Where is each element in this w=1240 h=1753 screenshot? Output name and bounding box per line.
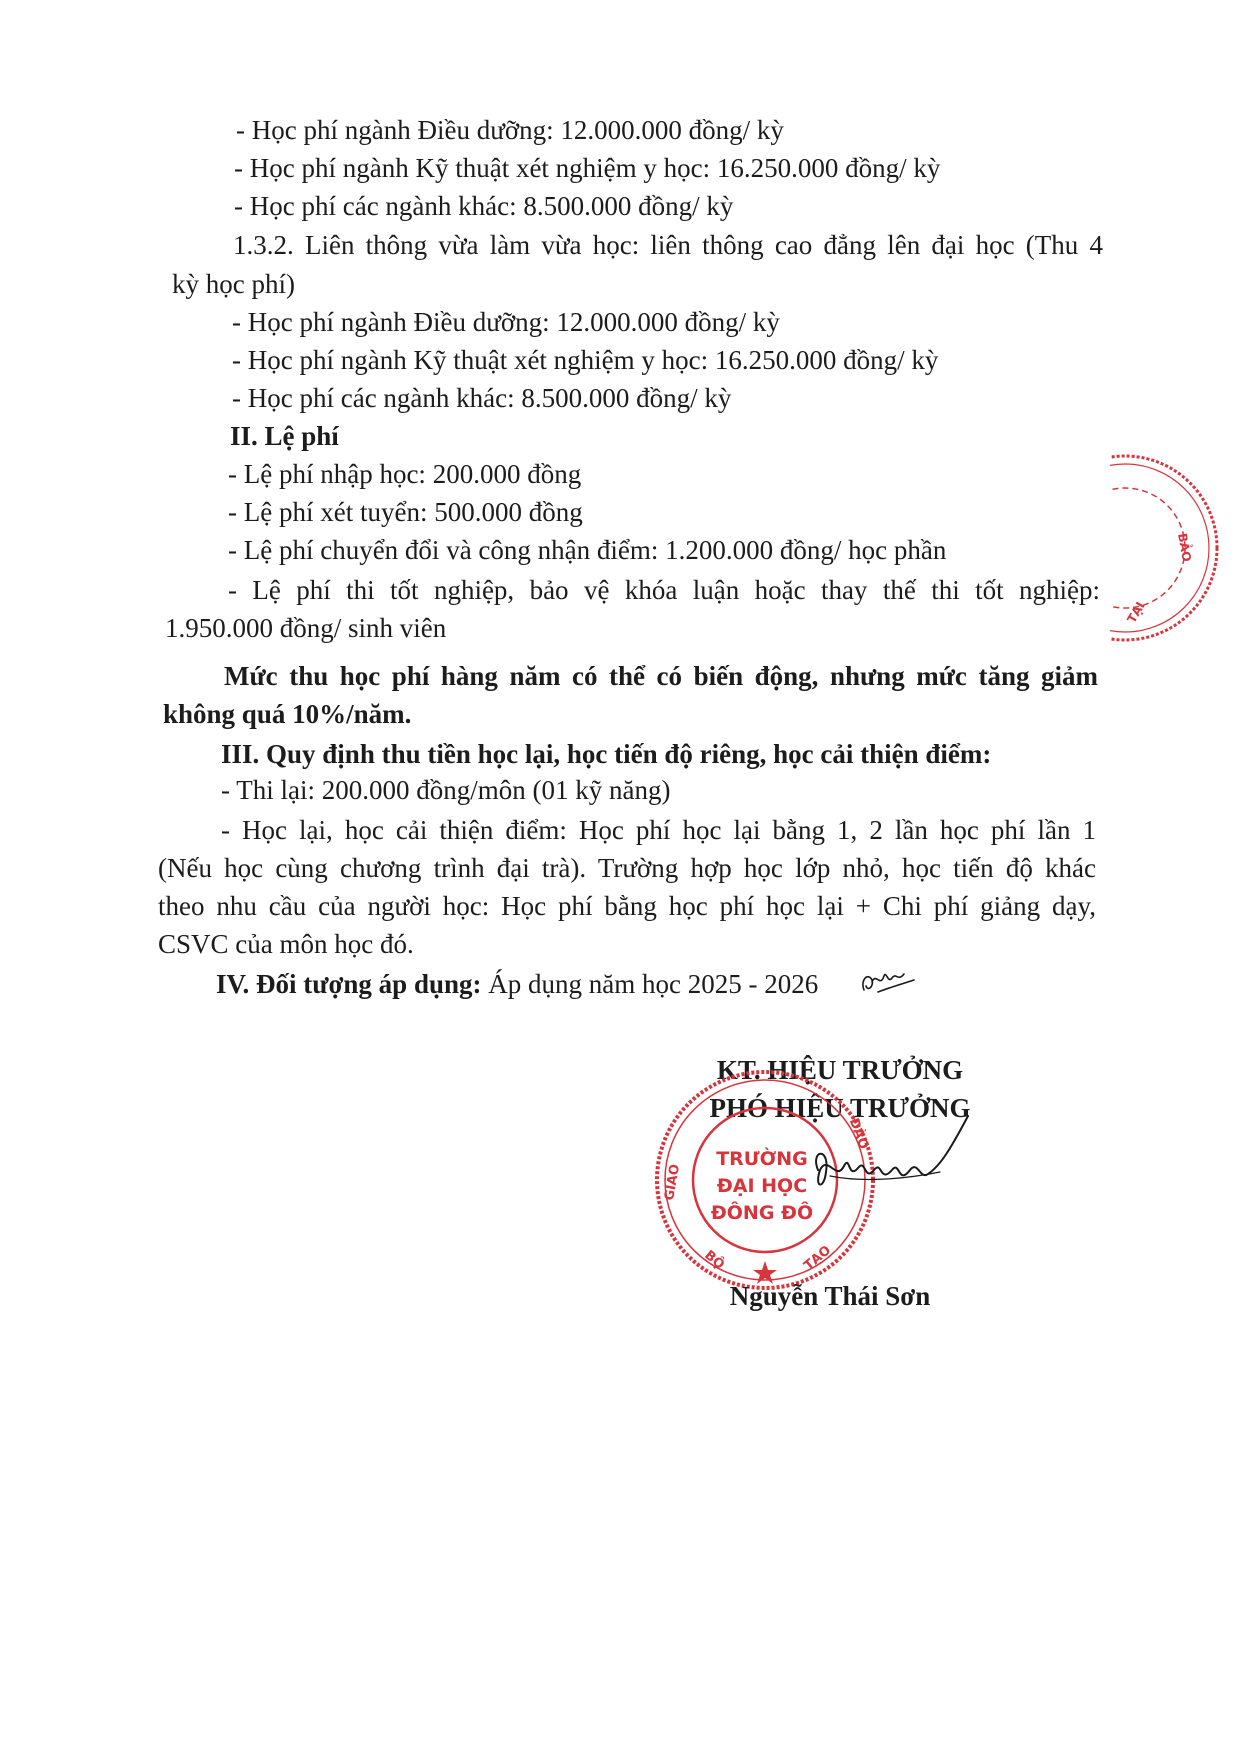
tuition-nursing-line: - Học phí ngành Điều dưỡng: 12.000.000 đồng/ kỳ: [236, 115, 784, 145]
fee-credit-transfer-line: - Lệ phí chuyển đổi và công nhận điểm: 1.200.000 đồng/ học phần: [228, 535, 947, 565]
tuition-other-line-2: - Học phí các ngành khác: 8.500.000 đồng/ kỳ: [232, 383, 732, 413]
side-stamp-fragment: [1110, 448, 1240, 648]
seal-center-line1: TRƯỜNG: [716, 1148, 808, 1170]
seal-ring-right: ĐÀO: [845, 1116, 871, 1152]
tuition-nursing-line-2: - Học phí ngành Điều dưỡng: 12.000.000 đồng/ kỳ: [232, 307, 780, 337]
tuition-lab-tech-line: - Học phí ngành Kỹ thuật xét nghiệm y học: 16.250.000 đồng/ kỳ: [234, 153, 941, 183]
initial-scribble: [858, 962, 918, 998]
signer-name: Nguyễn Thái Sơn: [729, 1281, 931, 1311]
retake-course-line4: CSVC của môn học đó.: [158, 929, 414, 959]
tuition-lab-tech-line-2: - Học phí ngành Kỹ thuật xét nghiệm y học: 16.250.000 đồng/ kỳ: [232, 345, 939, 375]
tuition-note-line2: không quá 10%/năm.: [163, 699, 412, 729]
retake-course-line3: theo nhu cầu của người học: Học phí bằng học phí học lại + Chi phí giảng dạy,: [158, 891, 1096, 921]
signature-title-line1: KT. HIỆU TRƯỞNG: [716, 1055, 964, 1085]
seal-center-line3: ĐÔNG ĐÔ: [710, 1202, 814, 1224]
section-1-3-2-heading: 1.3.2. Liên thông vừa làm vừa học: liên thông cao đẳng lên đại học (Thu 4: [233, 230, 1103, 260]
section-ii-heading: II. Lệ phí: [230, 421, 339, 451]
signature-title-line2: PHÓ HIỆU TRƯỞNG: [709, 1093, 971, 1123]
fee-selection-line: - Lệ phí xét tuyển: 500.000 đồng: [228, 497, 583, 527]
retake-exam-line: - Thi lại: 200.000 đồng/môn (01 kỹ năng): [221, 775, 671, 805]
section-iv-label: IV. Đối tượng áp dụng:: [216, 969, 482, 999]
tuition-note-line1: Mức thu học phí hàng năm có thể có biến động, nhưng mức tăng giảm: [224, 661, 1098, 691]
seal-ring-left: GIÁO: [661, 1163, 684, 1202]
seal-ring-bottom-right: TẠO: [801, 1242, 835, 1274]
section-1-3-2-heading-cont: kỳ học phí): [172, 269, 295, 299]
section-iv-text: Áp dụng năm học 2025 - 2026: [481, 969, 819, 999]
fee-graduation-line: - Lệ phí thi tốt nghiệp, bảo vệ khóa luận hoặc thay thế thi tốt nghiệp:: [228, 575, 1100, 605]
retake-course-line1: - Học lại, học cải thiện điểm: Học phí học lại bằng 1, 2 lần học phí lần 1: [221, 815, 1096, 845]
handwritten-signature: [800, 1110, 980, 1220]
section-iii-heading: III. Quy định thu tiền học lại, học tiến độ riêng, học cải thiện điểm:: [221, 739, 992, 769]
retake-course-line2: (Nếu học cùng chương trình đại trà). Trường hợp học lớp nhỏ, học tiến độ khác: [158, 853, 1096, 883]
seal-ring-bottom-left: BỘ: [701, 1247, 728, 1273]
fee-graduation-amount: 1.950.000 đồng/ sinh viên: [165, 613, 447, 643]
fee-admission-line: - Lệ phí nhập học: 200.000 đồng: [228, 459, 582, 489]
tuition-other-line: - Học phí các ngành khác: 8.500.000 đồng/ kỳ: [234, 191, 734, 221]
side-stamp-ring-bottom: TẠI: [1124, 599, 1148, 626]
seal-center-line2: ĐẠI HỌC: [716, 1175, 808, 1197]
section-iv-line: [216, 966, 818, 1002]
side-stamp-ring-top: BẢO: [1175, 532, 1194, 563]
